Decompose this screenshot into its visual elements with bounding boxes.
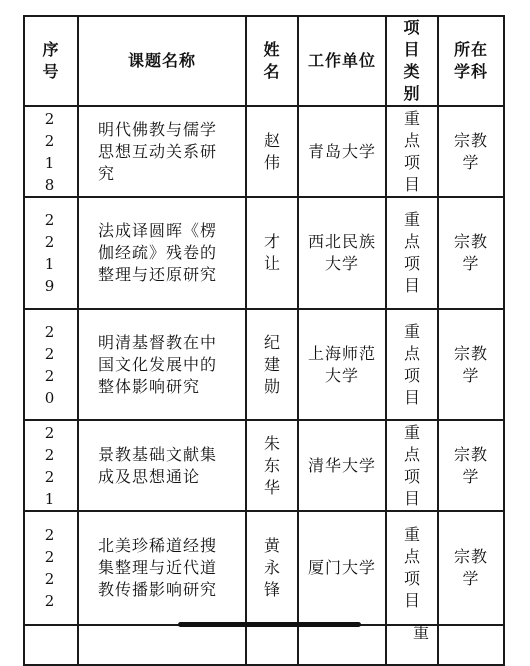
- header-type: 项目类别: [386, 16, 438, 106]
- cell-title: 景教基础文献集成及思想通论: [78, 420, 246, 511]
- cell-subject: 宗教学: [438, 511, 504, 625]
- header-name: 姓名: [246, 16, 298, 106]
- cell-no: 2222: [24, 511, 78, 625]
- cell-name: 朱东华: [246, 420, 298, 511]
- cell-no: 2221: [24, 420, 78, 511]
- cell-name: 赵伟: [246, 106, 298, 197]
- cell-type: 重点项目: [386, 420, 438, 511]
- cell-type: 重点项目: [386, 511, 438, 625]
- cell-no: 2220: [24, 309, 78, 420]
- cell-subject: 宗教学: [438, 197, 504, 309]
- header-subject: 所在学科: [438, 16, 504, 106]
- project-table: [23, 15, 505, 666]
- cell-unit: 上海师范大学: [298, 309, 386, 420]
- cell-type: 重点项目: [386, 106, 438, 197]
- table-row-partial: [24, 625, 504, 665]
- cell-type: 重点项目: [386, 197, 438, 309]
- table-header-row: [24, 16, 504, 106]
- cell-empty: [24, 625, 78, 665]
- cell-empty: [246, 625, 298, 665]
- cell-name: 纪建勋: [246, 309, 298, 420]
- cell-subject: 宗教学: [438, 420, 504, 511]
- cell-name: 黄永锋: [246, 511, 298, 625]
- cell-empty: [438, 625, 504, 665]
- cell-unit: 清华大学: [298, 420, 386, 511]
- table-row: [24, 197, 504, 309]
- cell-title: 明代佛教与儒学思想互动关系研究: [78, 106, 246, 197]
- table-row: [24, 511, 504, 625]
- header-title: 课题名称: [78, 16, 246, 106]
- cell-subject: 宗教学: [438, 309, 504, 420]
- table-row: [24, 420, 504, 511]
- cell-no: 2219: [24, 197, 78, 309]
- cell-unit: 西北民族大学: [298, 197, 386, 309]
- table-row: [24, 309, 504, 420]
- cell-title: 法成译圆晖《楞伽经疏》残卷的整理与还原研究: [78, 197, 246, 309]
- partial-next-row-text: 重: [413, 623, 430, 642]
- cell-title: 明清基督教在中国文化发展中的整体影响研究: [78, 309, 246, 420]
- cell-unit: 厦门大学: [298, 511, 386, 625]
- cell-name: 才让: [246, 197, 298, 309]
- cell-unit: 青岛大学: [298, 106, 386, 197]
- cell-empty: [298, 625, 386, 665]
- cell-no: 2218: [24, 106, 78, 197]
- cell-empty: [78, 625, 246, 665]
- header-unit: 工作单位: [298, 16, 386, 106]
- header-no: 序号: [24, 16, 78, 106]
- scroll-indicator[interactable]: [178, 622, 361, 627]
- table-row: [24, 106, 504, 197]
- cell-type: 重点项目: [386, 309, 438, 420]
- cell-subject: 宗教学: [438, 106, 504, 197]
- cell-empty: [386, 625, 438, 665]
- cell-title: 北美珍稀道经搜集整理与近代道教传播影响研究: [78, 511, 246, 625]
